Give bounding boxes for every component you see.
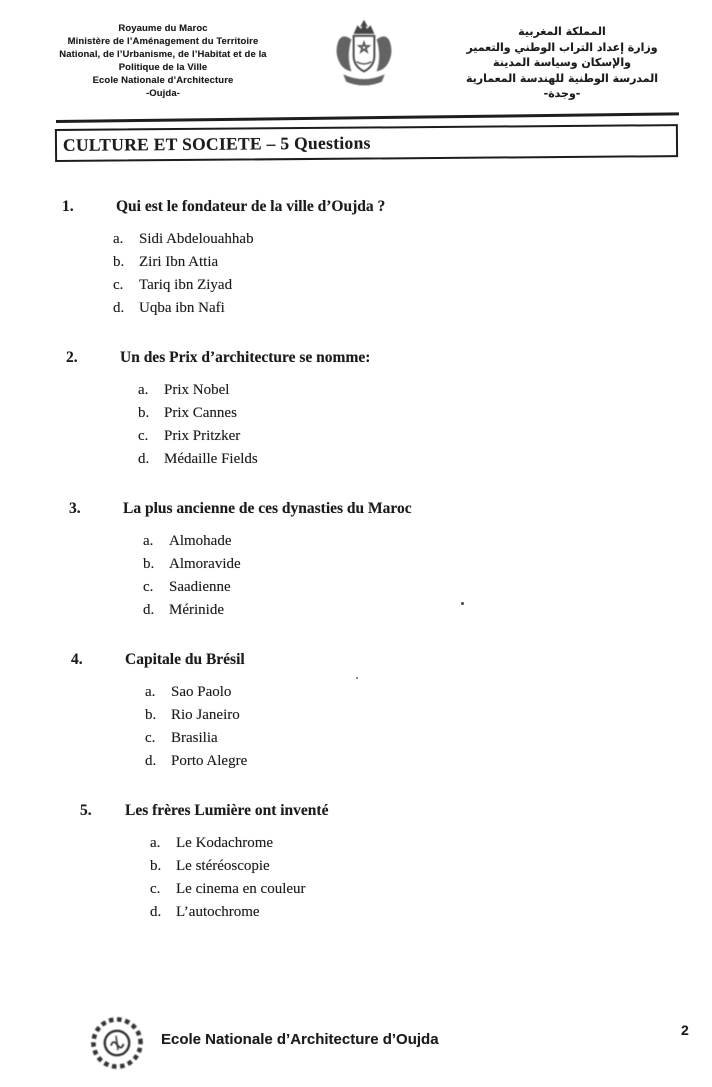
option [145, 750, 712, 773]
option-letter: b. [150, 858, 162, 874]
option-text: Sao Paolo [171, 684, 232, 700]
option [113, 228, 712, 251]
header-line: Ecole Nationale d’Architecture [92, 75, 234, 86]
option [138, 425, 712, 448]
question [0, 649, 712, 773]
option-text: Uqba ibn Nafi [139, 300, 225, 316]
question [0, 196, 712, 320]
question-heading [0, 498, 712, 519]
option-letter: c. [138, 428, 149, 444]
option [113, 251, 712, 274]
options-list [0, 832, 712, 924]
question-heading [0, 347, 712, 368]
header-line: Politique de la Ville [118, 62, 208, 73]
header-line: وزارة إعداد التراب الوطني والتعمير [466, 40, 658, 54]
option-text: L’autochrome [176, 904, 260, 920]
header-line: المدرسة الوطنية للهندسة المعمارية [465, 71, 659, 85]
question-heading [0, 196, 712, 217]
option-text: Brasilia [171, 730, 218, 746]
option-text: Prix Cannes [164, 405, 237, 421]
question-number: 4. [71, 651, 83, 668]
option-letter: c. [145, 730, 156, 746]
options-list [0, 681, 712, 773]
options-list [0, 379, 712, 471]
option-letter: d. [150, 904, 162, 920]
ministry-header-fr [44, 16, 282, 105]
option [150, 901, 712, 924]
question [0, 498, 712, 622]
option [145, 681, 712, 704]
question-heading [0, 800, 712, 821]
option [143, 553, 712, 576]
header-line: -Oujda- [146, 88, 180, 99]
options-list [0, 228, 712, 320]
option [150, 832, 712, 855]
question-text: Capitale du Brésil [125, 651, 245, 668]
option [113, 297, 712, 320]
option-letter: d. [113, 300, 125, 316]
scan-speck [356, 677, 358, 679]
option-text: Ziri Ibn Attia [139, 254, 219, 270]
scan-speck [461, 602, 464, 605]
option-text: Médaille Fields [164, 451, 258, 467]
option-letter: c. [150, 881, 161, 897]
option [143, 530, 712, 553]
header-line: والإسكان وسياسة المدينة [493, 56, 631, 69]
option-letter: d. [143, 602, 155, 618]
question-text: Les frères Lumière ont inventé [125, 802, 329, 819]
option [143, 599, 712, 622]
option-letter: a. [138, 382, 149, 398]
option-letter: b. [143, 556, 155, 572]
question-text: Un des Prix d’architecture se nomme: [120, 349, 371, 366]
option-letter: b. [145, 707, 157, 723]
header-line: Ministère de l’Aménagement du Territoire [67, 36, 259, 47]
option-letter: c. [143, 579, 154, 595]
page-number: 2 [681, 1022, 689, 1038]
option [145, 704, 712, 727]
option-text: Sidi Abdelouahhab [139, 231, 254, 247]
question [0, 347, 712, 471]
option-text: Prix Pritzker [164, 428, 241, 444]
question-heading [0, 649, 712, 670]
section-title: CULTURE ET SOCIETE – 5 Questions [62, 132, 371, 155]
option-letter: d. [145, 753, 157, 769]
option-letter: a. [143, 533, 154, 549]
section-title-box [55, 124, 678, 162]
option [143, 576, 712, 599]
question-text: La plus ancienne de ces dynasties du Maroc [123, 500, 412, 517]
question-text: Qui est le fondateur de la ville d’Oujda ? [116, 198, 386, 215]
question-number: 2. [66, 349, 78, 366]
option-letter: a. [113, 231, 124, 247]
option-letter: c. [113, 277, 124, 293]
option-letter: d. [138, 451, 150, 467]
ministry-header-ar [446, 16, 678, 105]
question-number: 1. [62, 198, 74, 215]
option-text: Mérinide [169, 602, 224, 618]
option [113, 274, 712, 297]
option [150, 855, 712, 878]
option-text: Tariq ibn Ziyad [139, 277, 233, 293]
header-rule [56, 112, 679, 123]
option-text: Le cinema en couleur [176, 881, 306, 897]
header-line: المملكة المغربية [518, 25, 606, 38]
header-line: -وجدة- [543, 87, 581, 100]
option-text: Le Kodachrome [176, 835, 274, 851]
option [138, 402, 712, 425]
option [138, 448, 712, 471]
option-text: Almohade [169, 533, 232, 549]
option-letter: b. [138, 405, 150, 421]
header-line: National, de l’Urbanisme, de l’Habitat et de la [59, 49, 267, 60]
option-letter: a. [150, 835, 161, 851]
option [150, 878, 712, 901]
page-header [0, 0, 712, 105]
option-text: Almoravide [169, 556, 241, 572]
option-text: Rio Janeiro [171, 707, 240, 723]
option-text: Prix Nobel [164, 382, 230, 398]
option [138, 379, 712, 402]
option-text: Saadienne [169, 579, 231, 595]
question-number: 3. [69, 500, 81, 517]
question-number: 5. [80, 802, 92, 819]
option [145, 727, 712, 750]
option-letter: b. [113, 254, 125, 270]
questions-list [0, 196, 712, 924]
footer-school-name: Ecole Nationale d’Architecture d’Oujda [161, 1031, 439, 1048]
option-text: Le stéréoscopie [176, 858, 270, 874]
header-line: Royaume du Maroc [118, 23, 208, 34]
school-seal-icon [88, 1014, 146, 1077]
option-letter: a. [145, 684, 156, 700]
question [0, 800, 712, 924]
option-text: Porto Alegre [171, 753, 248, 769]
options-list [0, 530, 712, 622]
morocco-coat-of-arms-icon [282, 16, 446, 105]
